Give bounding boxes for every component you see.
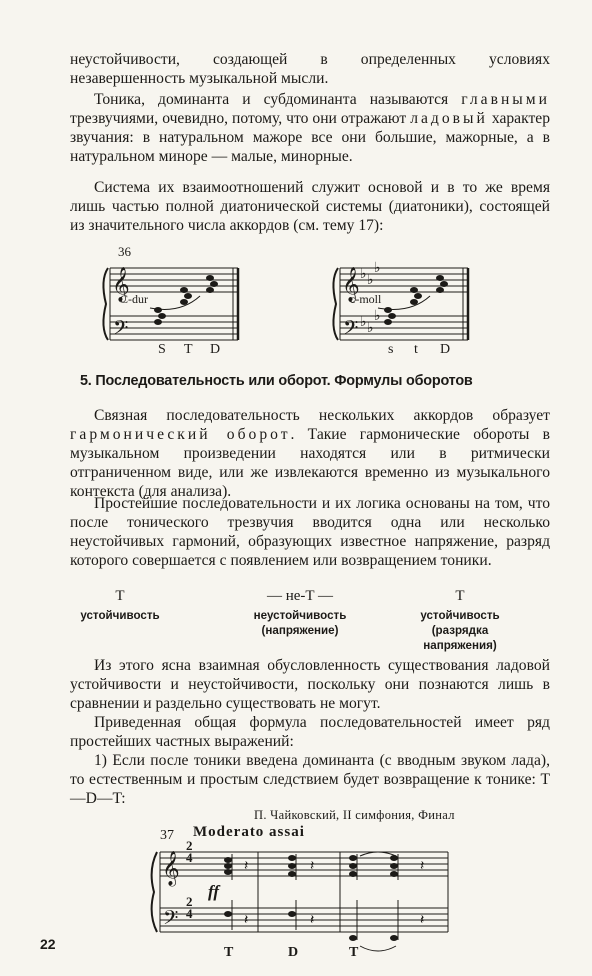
dynamic-marking: ff [208, 882, 220, 901]
spaced-term: гармонический оборот [70, 426, 291, 443]
spaced-term: ладовый [410, 110, 488, 127]
formula-column-2 [230, 588, 370, 638]
paragraph-3: Система их взаимоотношений служит основой и в то же время лишь частью полной диатонической системы (диатоники), состоящей из значительного числа аккордов (см. тему 17): [70, 179, 550, 234]
svg-text:♭: ♭ [360, 266, 367, 282]
music-example-36 [0, 250, 592, 360]
paragraph-7: Приведенная общая формула последовательностей имеет ряд простейших частных выражений: [70, 714, 550, 750]
section-heading: 5. Последовательность или оборот. Формулы оборотов [80, 373, 473, 389]
text-run: характер звучания: в натуральном мажоре все они большие, мажорные, а в натуральном миноре — малые, минорные. [70, 110, 550, 165]
formula-text: устойчивость [420, 609, 500, 622]
svg-text:𝄽: 𝄽 [244, 912, 249, 928]
function-label: D [288, 945, 299, 960]
text-run: трезвучиями, очевидно, потому, что они отражают [70, 110, 411, 127]
function-label: D [210, 342, 221, 357]
function-label: T [184, 342, 193, 357]
tempo-marking: Moderato assai [193, 824, 305, 840]
svg-text:𝄢: 𝄢 [163, 906, 179, 934]
svg-text:𝄽: 𝄽 [420, 912, 425, 928]
svg-text:♭: ♭ [367, 272, 374, 288]
text-run: . Такие гармонические обороты в музыкальном произведении находятся или в ритмически отграниченном виде, или же извлекаются временно из музыкального контекста (для анализа). [70, 426, 550, 500]
function-label: T [224, 945, 234, 960]
svg-text:𝄞: 𝄞 [112, 267, 130, 302]
paragraph-6: Из этого ясна взаимная обусловленность существования ладовой устойчивости и неустойчивости, поскольку они познаются лишь в сравнении и раздельно существовать не могут. [70, 657, 550, 712]
svg-text:𝄽: 𝄽 [244, 858, 249, 874]
key-label-minor: c-moll [350, 292, 382, 306]
formula-text: неустойчивость [253, 609, 347, 622]
text-run: Тоника, доминанта и субдоминанта называются [94, 91, 462, 108]
svg-text:𝄞: 𝄞 [162, 851, 180, 886]
formula-symbol: T [115, 588, 125, 604]
function-label: D [440, 342, 451, 357]
formula-text: напряжения) [423, 639, 497, 652]
svg-text:𝄽: 𝄽 [420, 858, 425, 874]
function-label: s [388, 342, 394, 357]
time-signature-top: 2 [186, 894, 193, 909]
formula-column-1 [80, 588, 160, 623]
example-number: 37 [160, 828, 174, 843]
svg-text:♭: ♭ [367, 320, 374, 336]
time-signature-bottom: 4 [186, 906, 193, 921]
text-run: Связная последовательность нескольких аккордов образует [94, 407, 550, 424]
function-label: S [158, 342, 166, 357]
formula-symbol: — не-T — [266, 588, 334, 604]
example-number: 36 [118, 244, 131, 259]
time-signature-bottom: 4 [186, 850, 193, 865]
svg-text:♭: ♭ [374, 308, 381, 324]
svg-text:♭: ♭ [374, 260, 381, 276]
formula-text: (напряжение) [261, 624, 339, 637]
formula-text: (разрядка [431, 624, 489, 637]
paragraph-2 [70, 90, 550, 166]
example-caption: П. Чайковский, II симфония, Финал [254, 808, 455, 822]
paragraph-8: 1) Если после тоники введена доминанта (с вводным звуком лада), то естественным и простым следствием будет возвращение к тонике: T—D—T: [70, 752, 550, 807]
time-signature-top: 2 [186, 838, 193, 853]
paragraph-1: неустойчивости, создающей в определенных условиях незавершенность музыкальной мысли. [70, 51, 550, 87]
svg-text:𝄢: 𝄢 [343, 316, 359, 344]
svg-text:𝄽: 𝄽 [310, 858, 315, 874]
formula-column-3 [405, 588, 515, 653]
function-label: T [349, 945, 359, 960]
paragraph-5: Простейшие последовательности и их логика основаны на том, что после тонического трезвучия вводится одна или несколько неустойчивых гармоний, образующих известное напряжение, разряд которого совершается с появлением или возвращением тоники. [70, 495, 550, 569]
paragraph-4 [70, 406, 550, 501]
svg-text:𝄞: 𝄞 [342, 267, 360, 302]
function-label: t [414, 342, 418, 357]
spaced-term: главными [461, 91, 550, 108]
formula-symbol: T [455, 588, 465, 604]
key-label-major: C-dur [120, 292, 148, 306]
svg-text:𝄽: 𝄽 [310, 912, 315, 928]
page-number: 22 [40, 936, 56, 952]
svg-text:♭: ♭ [360, 314, 367, 330]
svg-text:𝄢: 𝄢 [113, 316, 129, 344]
formula-text: устойчивость [80, 609, 160, 622]
